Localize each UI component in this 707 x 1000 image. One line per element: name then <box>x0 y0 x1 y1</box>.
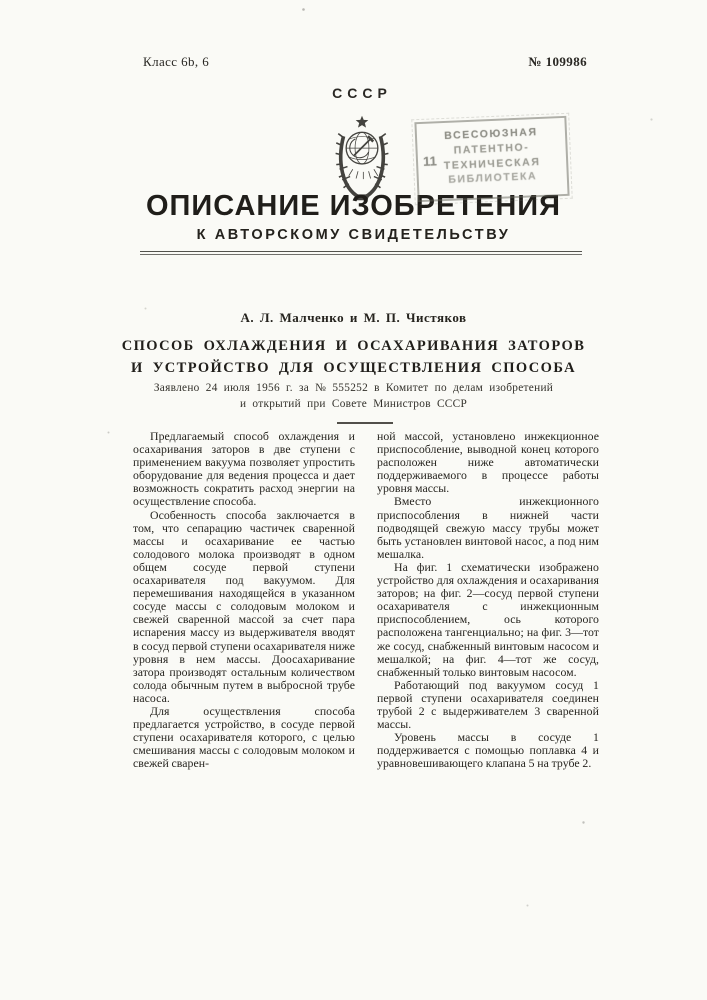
section-divider <box>337 422 393 424</box>
body-text <box>133 430 599 770</box>
country-label: СССР <box>332 85 392 101</box>
authors-line: А. Л. Малченко и М. П. Чистяков <box>240 310 467 325</box>
doc-number: № 109986 <box>528 54 587 69</box>
invention-title-line2: И УСТРОЙСТВО ДЛЯ ОСУЩЕСТВЛЕНИЯ СПОСОБА <box>131 359 576 376</box>
filing-info <box>0 381 707 412</box>
left-column <box>133 430 355 770</box>
paragraph: Уровень массы в сосуде 1 поддерживается с помощью поплавка 4 и уравновешивающего клапана 5 на трубе 2. <box>377 730 599 771</box>
double-rule-divider <box>140 251 582 255</box>
stamp-text-line: ВСЕСОЮЗНАЯ <box>444 126 538 142</box>
stamp-text-line: ТЕХНИЧЕСКАЯ <box>443 155 541 173</box>
paragraph-continuation: ной массой, установлено инжекционное приспособление, выводной конец которого расположен ниже автоматически поддерживаемого в процессе работы уровня массы. <box>377 429 599 496</box>
stamp-number: 11 <box>422 153 438 169</box>
document-title: ОПИСАНИЕ ИЗОБРЕТЕНИЯ <box>146 190 561 222</box>
invention-title <box>0 336 707 379</box>
paragraph: На фиг. 1 схематически изображено устройство для охлаждения и осахаривания заторов; на фиг. 2—сосуд первой ступени осахаривателя с инжекционным приспособлением, ось которого расположена тангенциально; на фиг. 3—тот же сосуд, снабженный винтовым насосом и мешалкой; на фиг. 4—тот же сосуд, снабженный только винтовым насосом. <box>377 559 599 679</box>
paragraph: Работающий под вакуумом сосуд 1 первой ступени осахаривателя соединен трубой 2 с выдерживателем 3 сваренной массы. <box>377 677 599 732</box>
paragraph: Вместо инжекционного приспособления в нижней части подводящей свежую массу трубы может быть установлен винтовой насос, а под ним мешалка. <box>377 494 599 561</box>
filing-line1: Заявлено 24 июля 1956 г. за № 555252 в Комитет по делам изобретений <box>153 382 554 394</box>
library-stamp <box>414 116 569 202</box>
scan-noise <box>0 0 1 1</box>
right-column <box>377 430 599 770</box>
filing-line2: и открытий при Совете Министров СССР <box>239 397 468 410</box>
document-subtitle: К АВТОРСКОМУ СВИДЕТЕЛЬСТВУ <box>196 227 511 243</box>
stamp-text-line: ПАТЕНТНО- <box>453 141 530 157</box>
paragraph: Особенность способа заключается в том, что сепарацию частичек сваренной массы и осахаривание ее частью солодового молока производят в одном общем сосуде первой ступени осахаривателя под вакуумом. Для перемешивания находящейся в указанном сосуде массы с солодовым молоком и свежей сваренной массой за счет пара испарения массу из выдерживателя вводят в сосуд первой ступени осахаривателя ниже уровня в нем массы. Доосахаривание затора производят остальным количеством солода обычным путем в выбросной трубе насоса. <box>133 507 355 705</box>
paragraph: Предлагаемый способ охлаждения и осахаривания заторов в две ступени с применением вакуума позволяет упростить оборудование для ведения процесса и дает возможность сократить расход энергии на осуществление способа. <box>133 429 355 509</box>
invention-title-line1: СПОСОБ ОХЛАЖДЕНИЯ И ОСАХАРИВАНИЯ ЗАТОРОВ <box>121 338 586 354</box>
class-label: Класс 6b, 6 <box>143 54 210 69</box>
stamp-text-line: БИБЛИОТЕКА <box>448 170 538 186</box>
header-line <box>143 54 587 70</box>
paragraph: Для осуществления способа предлагается устройство, в сосуде первой ступени осахаривателя которого, с целью смешивания массы с солодовым молоком и свежей сварен- <box>133 703 355 771</box>
